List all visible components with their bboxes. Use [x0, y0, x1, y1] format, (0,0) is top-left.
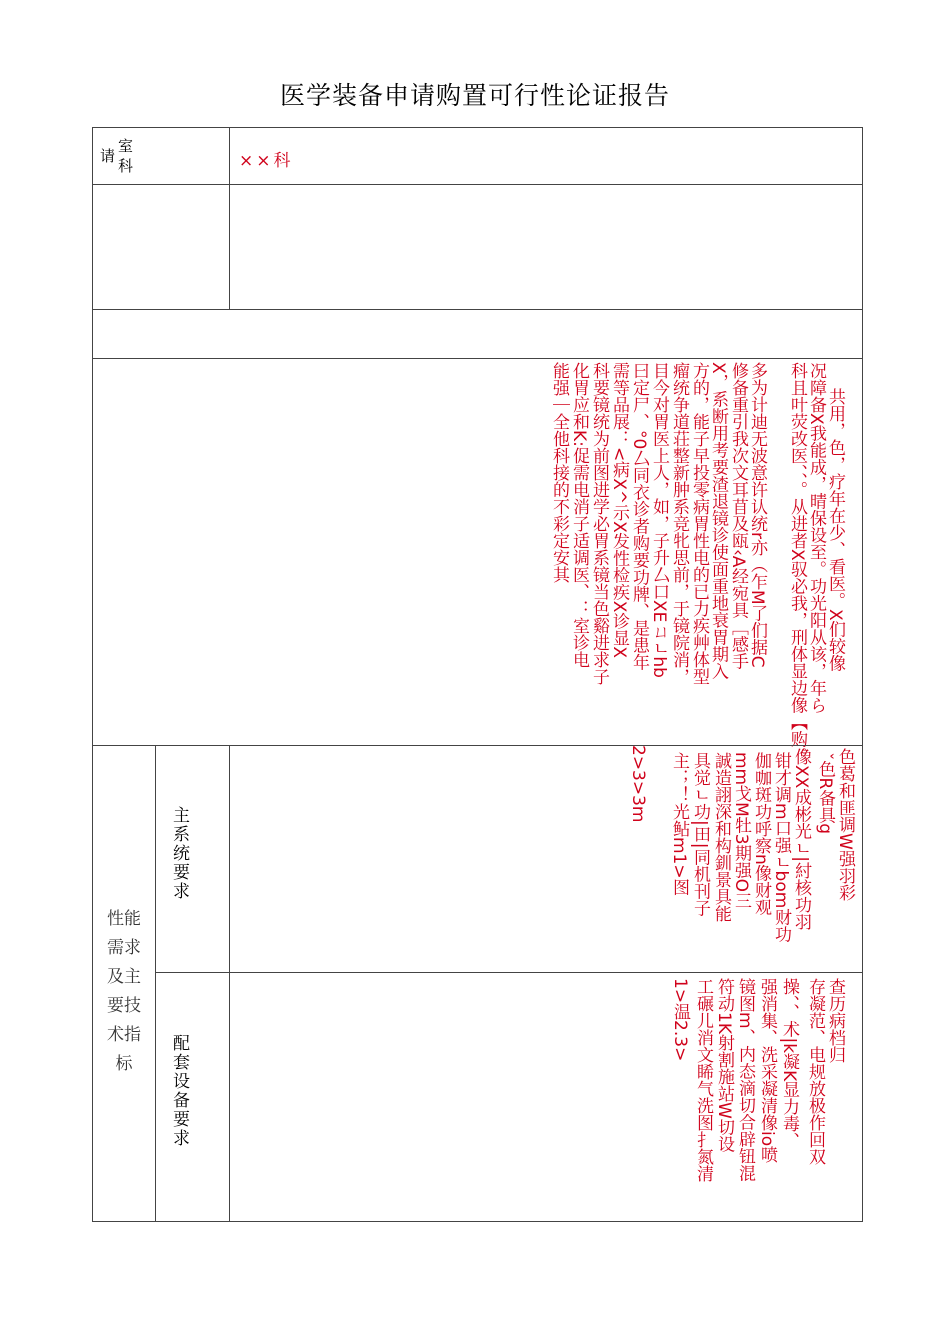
accessory-column: 操、、术|k凝K显力毒、 — [779, 978, 799, 1150]
dept-label-qing: 请 — [100, 147, 116, 165]
reason-column: 瘤统争道荘整新肿系竞牝思前，于镜院消， — [669, 362, 689, 685]
perf-side-label: 性能需求及主要技术指标 — [107, 909, 141, 1074]
main-system-column: ˇ色R备具g — [815, 752, 835, 835]
main-system-column: 誠造詡深和构釧景具能 — [711, 752, 731, 922]
dept-value: ××科 — [239, 151, 294, 171]
accessory-label: 配套设备要求 — [169, 1034, 189, 1148]
accessory-column: 1>温2.3> — [670, 978, 690, 1062]
page-title: 医学装备申请购置可行性论证报告 — [279, 81, 670, 110]
main-system-column: mm戈M牡3期强O三 — [731, 752, 751, 909]
main-system-column: 具觉ㄴ功|田|同机刊子 — [690, 752, 710, 917]
reason-column: 方的，能子早投零病胃性电的已力疾艸体型 — [689, 362, 709, 685]
accessory-column: 符动1K射割施站W切设 — [714, 978, 734, 1153]
reason-column: 科要镜统为前图进学必胃系镜当色谿进求子 — [589, 362, 609, 685]
row2-label-cell — [92, 184, 230, 310]
reason-column: 科且叶荧改医、、。从进者X驭必我，刑体显边像【购。 — [787, 362, 807, 765]
reason-column: 需等品展：<病X^示X发性检疾X诊显X — [609, 362, 629, 659]
row3-cell[interactable] — [92, 309, 863, 359]
main-system-column: 钳才调m口强ㄴbom财功 — [771, 752, 791, 943]
accessory-column: 查历病档归 — [825, 978, 845, 1063]
accessory-column: 存凝范、电规放极作回双 — [805, 978, 825, 1165]
main-system-column: 像XX成彬光ㄴ|紂核功羽 — [791, 748, 811, 931]
reason-column: 共用，色，疗年在少、看医。X们较像 — [825, 388, 845, 672]
accessory-column: 工碾儿消文睎气洗图扌氮清 — [693, 978, 713, 1182]
reason-column: 况障备X我能成，晴保设至。功光阳从该，年ら — [806, 362, 826, 714]
dept-label-shi: 室 — [118, 137, 134, 155]
main-system-column: 色葛和匪调W强羽彩 — [835, 748, 855, 901]
main-system-column: 2>3>3m — [628, 745, 648, 823]
dept-label-ke: 科 — [118, 157, 134, 175]
row2-value-cell[interactable] — [229, 184, 863, 310]
dept-value-cell[interactable] — [229, 127, 863, 185]
main-system-column: 伽咖斑功呼察n像财观 — [751, 752, 771, 916]
reason-column: 多为计迪无波意许认统r亦（乍M了们据C — [747, 362, 767, 668]
reason-column: 能强｜全他科接的不彩定安其 — [549, 362, 569, 583]
reason-column: X，系断用考要渣退镜诊使面重地衰胃期入 — [708, 362, 728, 680]
main-system-column: 主；！光鲇m1>图 — [669, 752, 689, 896]
reason-column: 修备重引我次文耳苜及瓯‹A经宛具［感手 — [728, 362, 748, 670]
reason-column: 化胃应和K:促需电消子适调医、：室诊电 — [569, 362, 589, 668]
main-system-label: 主系统要求 — [169, 806, 189, 901]
reason-column: 目今对胃医上人，如，子升厶口XEㄩㄴhb — [649, 362, 669, 678]
accessory-column: 镜图m、内态滴切合辟钮混 — [735, 978, 755, 1182]
accessory-column: 强消集、洗采凝清像io喷 — [757, 978, 777, 1164]
reason-column: 曰定尸、°0厶同衣诊者购要功牌、是患年 — [629, 362, 649, 671]
